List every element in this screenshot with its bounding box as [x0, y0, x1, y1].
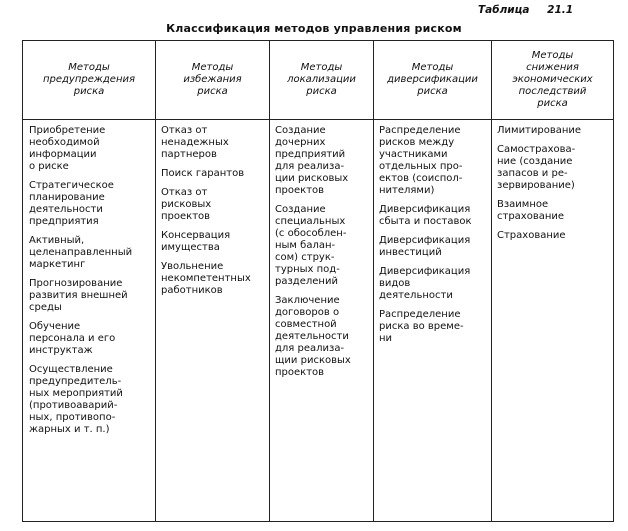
- method-item: Отказ от ненадежных партнеров: [161, 125, 229, 160]
- method-item: Создание дочерних предприятий для реализа- ции рисковых проектов: [275, 125, 349, 196]
- method-item: Распределение риска во време- ни: [379, 309, 464, 344]
- header-diversification: [374, 41, 491, 119]
- column-header-label: Методы снижения экономических последствий риска: [512, 50, 593, 109]
- method-item: Отказ от рисковых проектов: [161, 187, 212, 222]
- method-item: Обучение персонала и его инструктаж: [29, 321, 116, 356]
- column-mitigation-items: [497, 125, 611, 249]
- risk-methods-table: [22, 40, 614, 522]
- method-item: Консервация имущества: [161, 230, 231, 253]
- header-divider: [23, 119, 613, 120]
- method-item: Стратегическое планирование деятельности предприятия: [29, 180, 114, 227]
- method-item: Активный, целенаправленный маркетинг: [29, 235, 133, 270]
- method-item: Страхование: [497, 230, 566, 241]
- method-item: Приобретение необходимой информации о риске: [29, 125, 106, 172]
- column-avoidance-items: [161, 125, 267, 304]
- method-item: Заключение договоров о совместной деятельности для реализа- щии рисковых проектов: [275, 295, 351, 378]
- method-item: Самострахова- ние (создание запасов и ре- зервирование): [497, 144, 576, 191]
- method-item: Распределение рисков между участниками отдельных про- ектов (соиспол- нителями): [379, 125, 463, 196]
- method-item: Взаимное страхование: [497, 199, 565, 222]
- method-item: Поиск гарантов: [161, 168, 245, 179]
- method-item: Лимитирование: [497, 125, 582, 136]
- column-header-label: Методы избежания риска: [183, 62, 242, 97]
- method-item: Прогнозирование развития внешней среды: [29, 278, 128, 313]
- table-number: Таблица 21.1: [478, 4, 574, 16]
- column-header-label: Методы предупреждения риска: [42, 62, 136, 97]
- column-header-label: Методы локализации риска: [287, 62, 356, 97]
- method-item: Диверсификация инвестиций: [379, 235, 471, 258]
- table-title: Классификация методов управления риском: [166, 22, 462, 35]
- header-prevention: [23, 41, 155, 119]
- method-item: Увольнение некомпетентных работников: [161, 261, 251, 296]
- column-localization-items: [275, 125, 371, 386]
- method-item: Диверсификация видов деятельности: [379, 266, 471, 301]
- header-mitigation: [492, 41, 613, 119]
- method-item: Диверсификация сбыта и поставок: [379, 204, 472, 227]
- column-header-label: Методы диверсификации риска: [387, 62, 478, 97]
- method-item: Создание специальных (с обособлен- ным балан- сом) струк- турных под- разделений: [275, 204, 347, 287]
- header-localization: [270, 41, 373, 119]
- column-prevention-items: [29, 125, 153, 443]
- column-diversification-items: [379, 125, 489, 352]
- header-avoidance: [156, 41, 269, 119]
- method-item: Осуществление предупредитель- ных мероприятий (противоаварий- ных, противопо- жарных и т. п.): [29, 364, 123, 435]
